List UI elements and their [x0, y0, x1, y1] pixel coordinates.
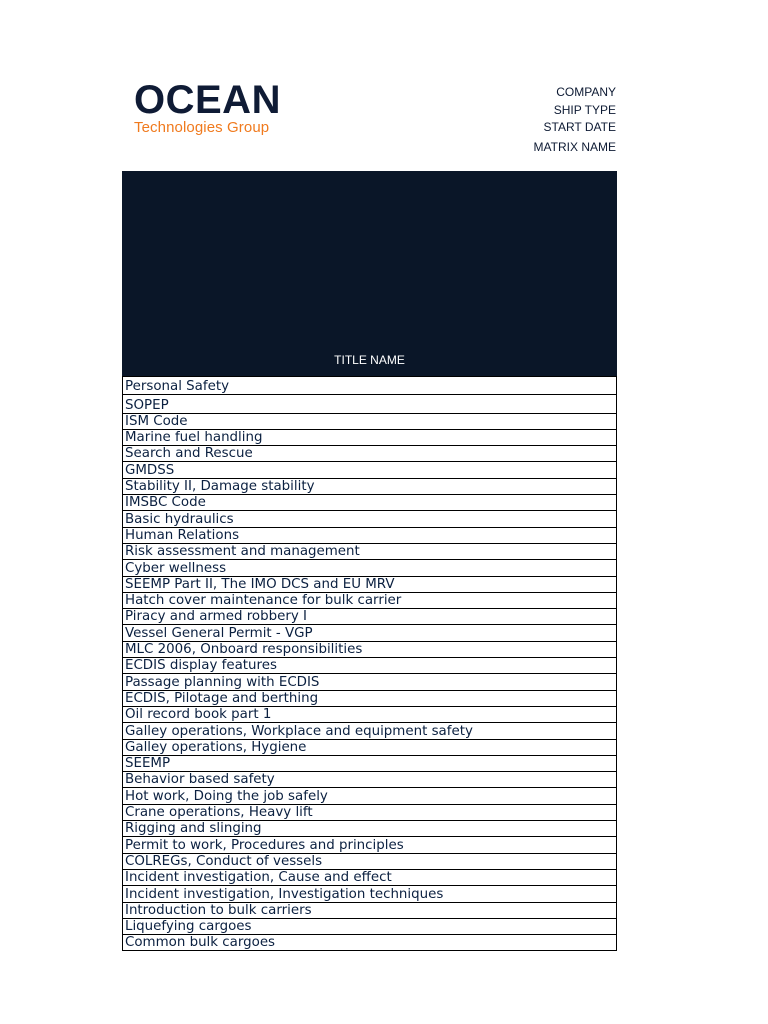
course-name-cell[interactable]: Personal Safety	[123, 377, 617, 395]
table-row	[123, 723, 617, 739]
matrix-meta	[534, 84, 616, 156]
company-label: COMPANY	[556, 85, 616, 99]
start-date-label: START DATE	[543, 120, 616, 134]
course-name-cell[interactable]: Marine fuel handling	[123, 429, 617, 445]
table-row	[123, 658, 617, 674]
course-name-cell[interactable]: Liquefying cargoes	[123, 918, 617, 934]
table-row	[123, 837, 617, 853]
table-row	[123, 674, 617, 690]
table-row	[123, 543, 617, 559]
table-row	[123, 755, 617, 771]
table-row	[123, 821, 617, 837]
table-row	[123, 625, 617, 641]
table-row	[123, 853, 617, 869]
table-row	[123, 446, 617, 462]
course-name-cell[interactable]: Passage planning with ECDIS	[123, 674, 617, 690]
course-name-cell[interactable]: ECDIS, Pilotage and berthing	[123, 690, 617, 706]
course-name-cell[interactable]: Risk assessment and management	[123, 543, 617, 559]
table-row	[123, 377, 617, 395]
table-row	[123, 413, 617, 429]
table-row	[123, 609, 617, 625]
course-name-cell[interactable]: SEEMP Part II, The IMO DCS and EU MRV	[123, 576, 617, 592]
logo-subtitle: Technologies Group	[134, 119, 270, 136]
table-row	[123, 902, 617, 918]
course-name-cell[interactable]: Piracy and armed robbery I	[123, 609, 617, 625]
matrix-name-label: MATRIX NAME	[533, 139, 616, 154]
course-name-cell[interactable]: Search and Rescue	[123, 446, 617, 462]
table-row	[123, 429, 617, 445]
course-name-cell[interactable]: COLREGs, Conduct of vessels	[123, 853, 617, 869]
logo-wordmark: OCEAN	[134, 78, 281, 122]
course-name-cell[interactable]: Hot work, Doing the job safely	[123, 788, 617, 804]
table-row	[123, 739, 617, 755]
course-name-cell[interactable]: Incident investigation, Investigation techniques	[123, 886, 617, 902]
table-row	[123, 690, 617, 706]
course-name-cell[interactable]: Vessel General Permit - VGP	[123, 625, 617, 641]
table-row	[123, 918, 617, 934]
course-name-cell[interactable]: Hatch cover maintenance for bulk carrier	[123, 592, 617, 608]
course-name-cell[interactable]: Galley operations, Workplace and equipment safety	[123, 723, 617, 739]
course-name-cell[interactable]: Oil record book part 1	[123, 706, 617, 722]
table-row	[123, 560, 617, 576]
table-row	[123, 804, 617, 820]
course-name-cell[interactable]: Rigging and slinging	[123, 821, 617, 837]
title-name-header: TITLE NAME	[334, 353, 405, 367]
course-name-cell[interactable]: SEEMP	[123, 755, 617, 771]
course-name-cell[interactable]: Incident investigation, Cause and effect	[123, 869, 617, 885]
table-row	[123, 395, 617, 413]
course-name-cell[interactable]: Introduction to bulk carriers	[123, 902, 617, 918]
ship-type-label: SHIP TYPE	[553, 102, 616, 117]
course-name-cell[interactable]: ISM Code	[123, 413, 617, 429]
course-name-cell[interactable]: Behavior based safety	[123, 772, 617, 788]
course-name-cell[interactable]: IMSBC Code	[123, 495, 617, 511]
table-header-block	[122, 171, 617, 376]
course-name-cell[interactable]: Crane operations, Heavy lift	[123, 804, 617, 820]
table-row	[123, 511, 617, 527]
table-row	[123, 478, 617, 494]
table-row	[123, 592, 617, 608]
course-name-cell[interactable]: SOPEP	[123, 395, 617, 413]
table-row	[123, 706, 617, 722]
course-name-cell[interactable]: Permit to work, Procedures and principles	[123, 837, 617, 853]
table-row	[123, 495, 617, 511]
course-table-body	[123, 377, 617, 951]
table-row	[123, 772, 617, 788]
course-name-cell[interactable]: GMDSS	[123, 462, 617, 478]
course-name-cell[interactable]: Human Relations	[123, 527, 617, 543]
table-row	[123, 869, 617, 885]
course-name-cell[interactable]: Cyber wellness	[123, 560, 617, 576]
table-row	[123, 788, 617, 804]
table-row	[123, 641, 617, 657]
course-name-cell[interactable]: MLC 2006, Onboard responsibilities	[123, 641, 617, 657]
course-name-cell[interactable]: Galley operations, Hygiene	[123, 739, 617, 755]
course-name-cell[interactable]: Common bulk cargoes	[123, 935, 617, 951]
table-row	[123, 935, 617, 951]
table-row	[123, 527, 617, 543]
table-row	[123, 886, 617, 902]
table-row	[123, 576, 617, 592]
course-name-cell[interactable]: ECDIS display features	[123, 658, 617, 674]
course-table	[122, 376, 617, 951]
course-name-cell[interactable]: Basic hydraulics	[123, 511, 617, 527]
course-name-cell[interactable]: Stability II, Damage stability	[123, 478, 617, 494]
company-logo	[134, 80, 304, 136]
table-row	[123, 462, 617, 478]
